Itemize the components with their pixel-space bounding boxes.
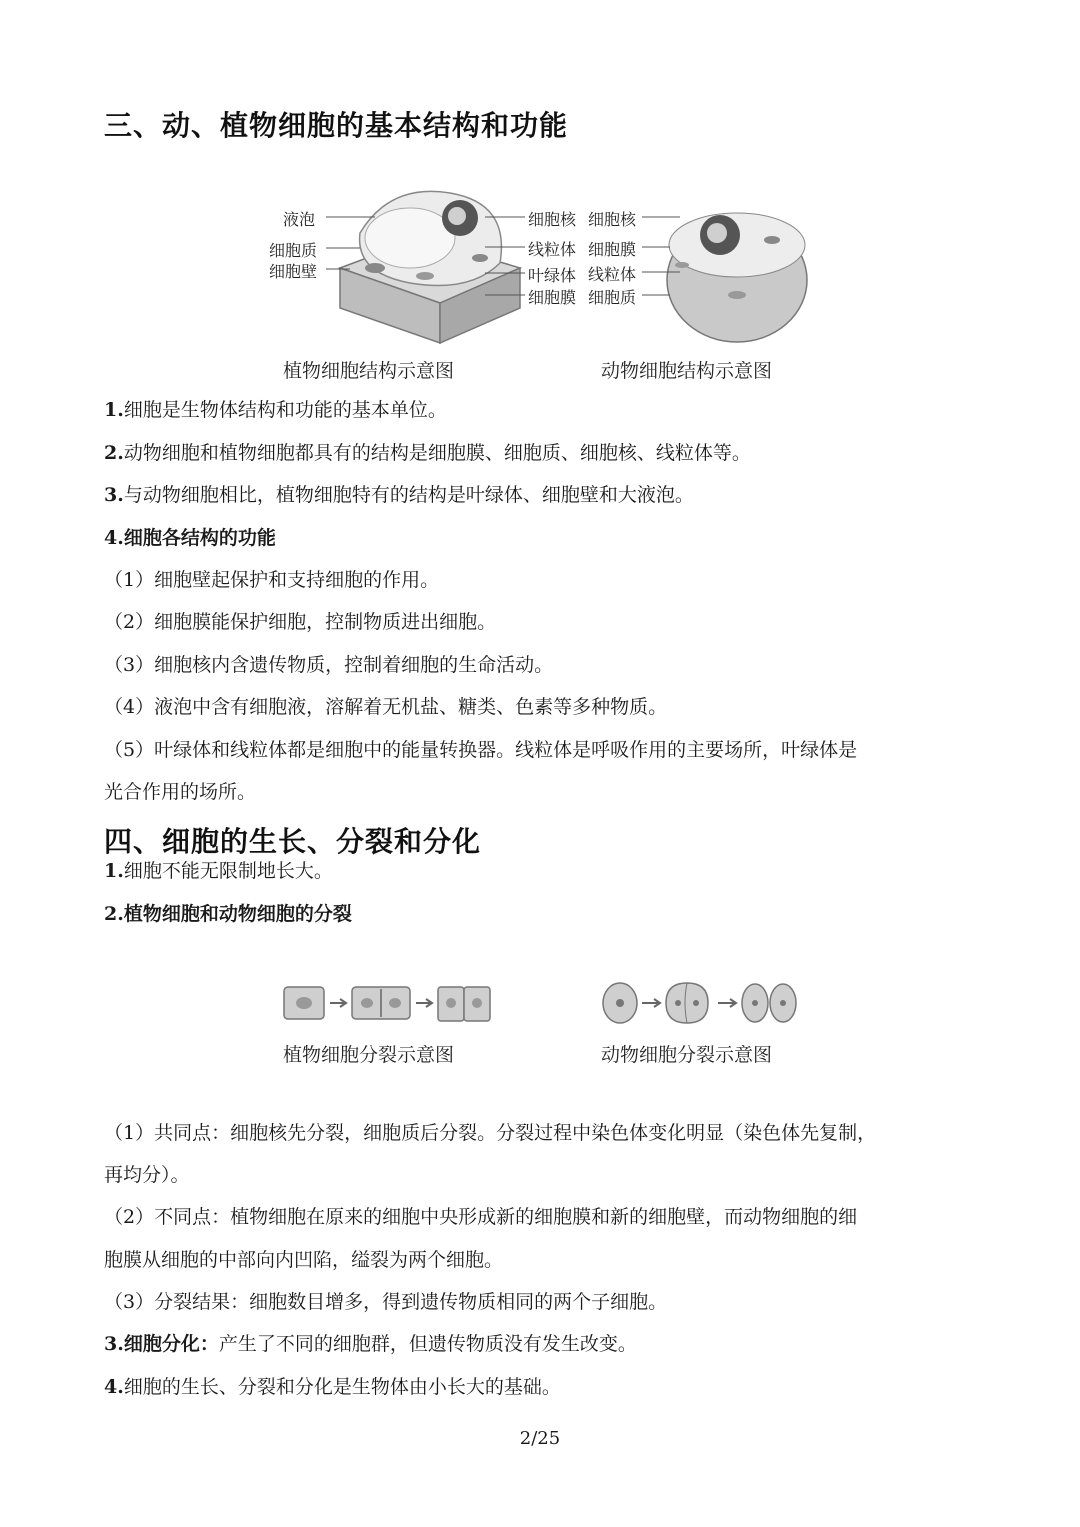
s3-function-1: （1）细胞壁起保护和支持细胞的作用。 xyxy=(104,569,440,591)
animal-label-nucleus: 细胞核 xyxy=(588,210,637,229)
animal-cell-caption: 动物细胞结构示意图 xyxy=(601,360,773,382)
s4-point-1: （1）共同点：细胞核先分裂，细胞质后分裂。分裂过程中染色体变化明显（染色体先复制， xyxy=(104,1122,877,1144)
section-4-title: 四、细胞的生长、分裂和分化 xyxy=(104,825,482,858)
s3-function-2: （2）细胞膜能保护细胞，控制物质进出细胞。 xyxy=(104,611,497,633)
s4-item-2: 2.植物细胞和动物细胞的分裂 xyxy=(104,903,352,925)
page-number: 2/25 xyxy=(519,1428,561,1449)
s3-item-2: 2.动物细胞和植物细胞都具有的结构是细胞膜、细胞质、细胞核、线粒体等。 xyxy=(104,442,751,464)
plant-label-vacuole: 液泡 xyxy=(283,210,316,229)
plant-label-membrane: 细胞膜 xyxy=(528,288,577,307)
s4-item-4: 4.细胞的生长、分裂和分化是生物体由小长大的基础。 xyxy=(104,1376,561,1398)
s4-item-3: 3.细胞分化：产生了不同的细胞群，但遗传物质没有发生改变。 xyxy=(104,1333,637,1355)
plant-cell-caption: 植物细胞结构示意图 xyxy=(283,360,455,382)
s4-point-2-cont: 胞膜从细胞的中部向内凹陷，缢裂为两个细胞。 xyxy=(104,1249,504,1271)
s3-function-5: （5）叶绿体和线粒体都是细胞中的能量转换器。线粒体是呼吸作用的主要场所，叶绿体是 xyxy=(104,739,858,761)
animal-leader-lines xyxy=(640,205,700,305)
plant-division-caption: 植物细胞分裂示意图 xyxy=(283,1044,455,1066)
animal-division-caption: 动物细胞分裂示意图 xyxy=(601,1044,773,1066)
s3-item-3: 3.与动物细胞相比，植物细胞特有的结构是叶绿体、细胞壁和大液泡。 xyxy=(104,484,694,506)
plant-leader-lines xyxy=(320,205,540,305)
animal-division-diagram xyxy=(600,980,800,1026)
animal-label-membrane: 细胞膜 xyxy=(588,240,637,259)
s4-point-1-cont: 再均分）。 xyxy=(104,1164,190,1186)
plant-label-cytoplasm: 细胞质 xyxy=(269,241,318,260)
plant-label-chloroplast: 叶绿体 xyxy=(528,266,577,285)
plant-division-diagram xyxy=(282,983,492,1025)
s3-function-5-cont: 光合作用的场所。 xyxy=(104,781,257,803)
s3-item-4: 4.细胞各结构的功能 xyxy=(104,527,276,549)
s4-item-1: 1.细胞不能无限制地长大。 xyxy=(104,860,333,882)
s3-item-1: 1.细胞是生物体结构和功能的基本单位。 xyxy=(104,399,447,421)
s4-point-3: （3）分裂结果：细胞数目增多，得到遗传物质相同的两个子细胞。 xyxy=(104,1291,668,1313)
s4-point-2: （2）不同点：植物细胞在原来的细胞中央形成新的细胞膜和新的细胞壁，而动物细胞的细 xyxy=(104,1206,858,1228)
animal-label-cytoplasm: 细胞质 xyxy=(588,288,637,307)
plant-label-cell-wall: 细胞壁 xyxy=(269,262,318,281)
plant-label-nucleus: 细胞核 xyxy=(528,210,577,229)
s3-function-3: （3）细胞核内含遗传物质，控制着细胞的生命活动。 xyxy=(104,654,554,676)
plant-label-mitochondria: 线粒体 xyxy=(528,240,577,259)
s3-function-4: （4）液泡中含有细胞液，溶解着无机盐、糖类、色素等多种物质。 xyxy=(104,696,668,718)
animal-label-mitochondria: 线粒体 xyxy=(588,265,637,284)
section-3-title: 三、动、植物细胞的基本结构和功能 xyxy=(104,109,569,142)
